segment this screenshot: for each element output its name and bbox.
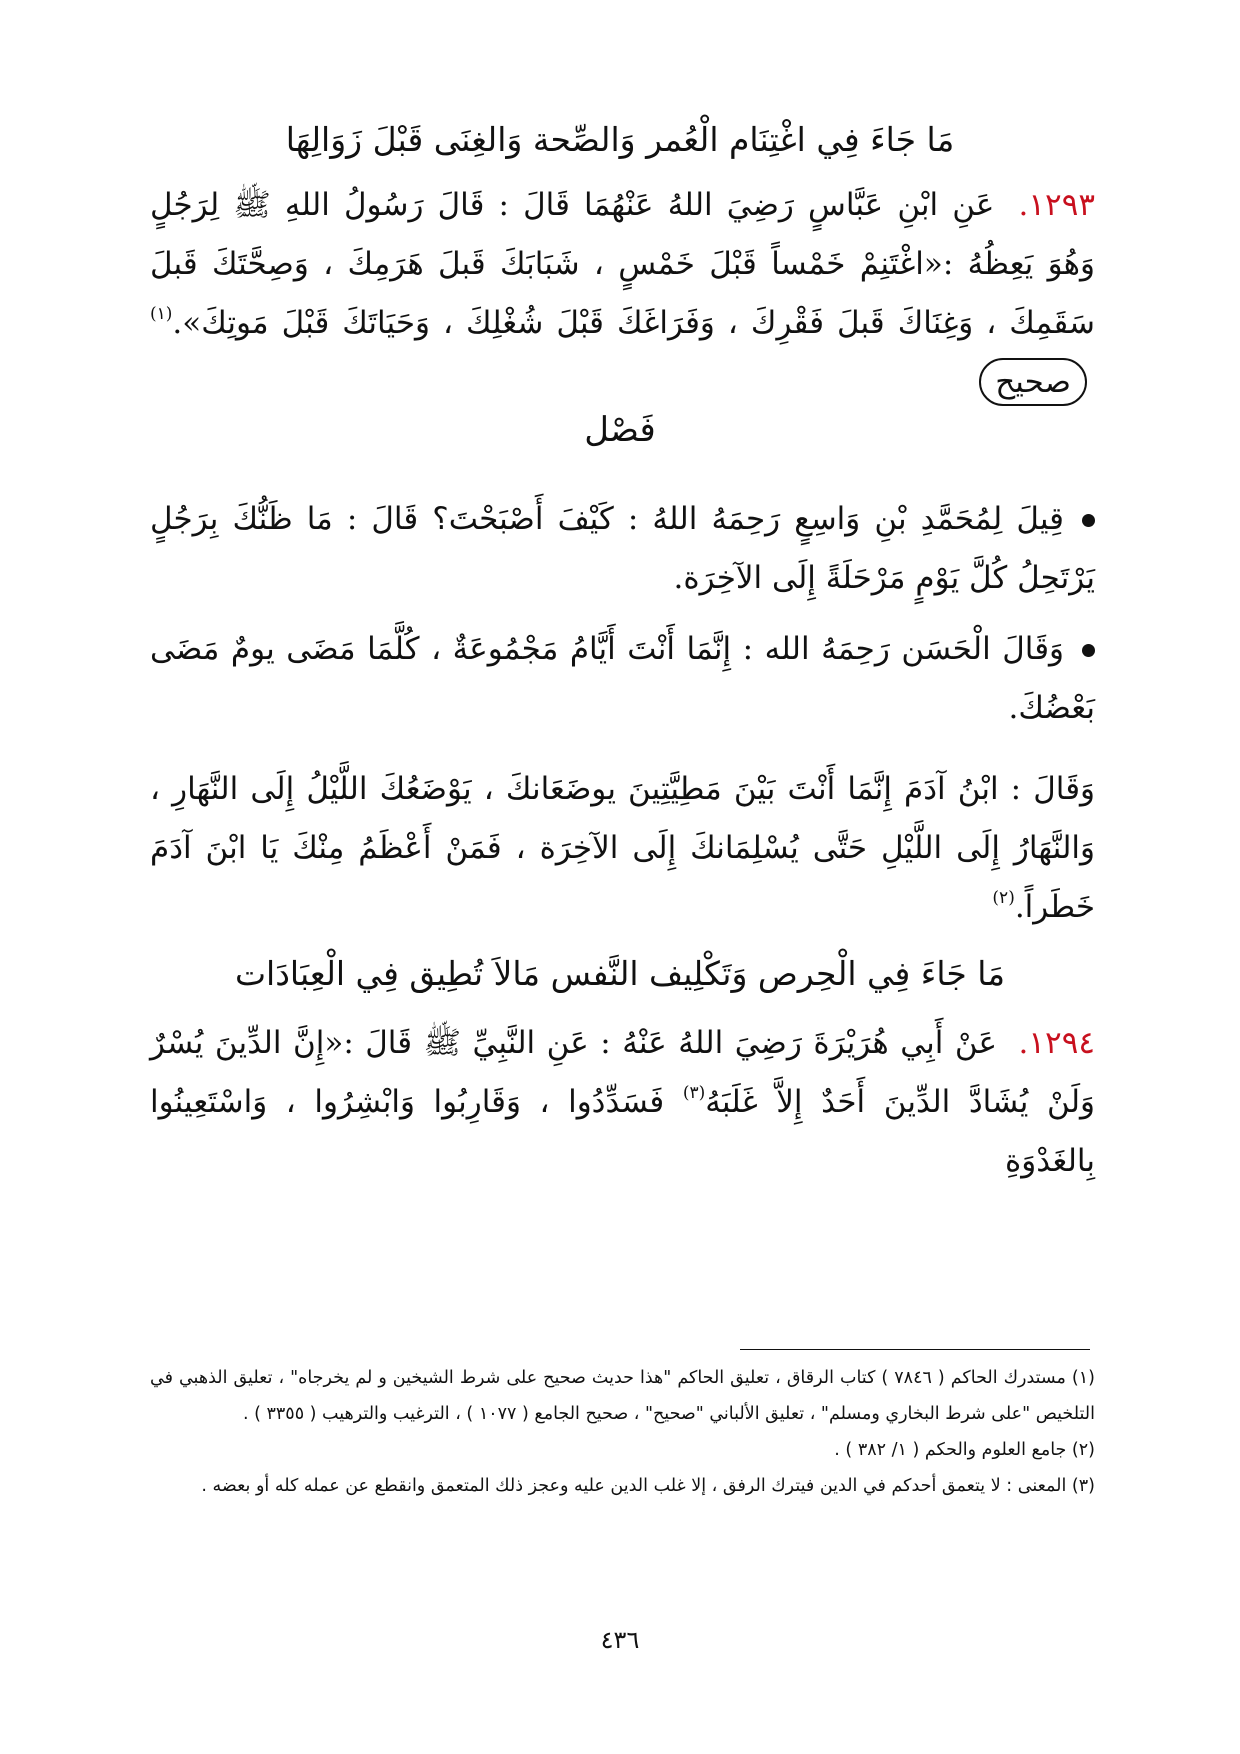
footnote-ref-3[interactable]: (٣) [682,1083,706,1103]
footnote-3: (٣) المعنى : لا يتعمق أحدكم في الدين فيترك الرفق ، إلا غلب الدين عليه وعجز ذلك المتعمق وانقطع عن عمله كله أو بعضه . [201,1476,1095,1496]
footnote-1: (١) مستدرك الحاكم ( ٧٨٤٦ ) كتاب الرقاق ، تعليق الحاكم "هذا حديث صحيح على شرط الشيخين و لم يخرجاه" ، تعليق الذهبي في التلخيص "على شرط البخاري ومسلم" ، تعليق الألباني "صحيح" ، صحيح الجامع ( ١٠٧٧ ) ، الترغيب والترهيب ( ٣٣٥٥ ) . [150,1368,1095,1424]
bullet-text: وَقَالَ الْحَسَن رَحِمَهُ الله : إِنَّمَا أَنْتَ أَيَّامُ مَجْمُوعَةٌ ، كُلَّمَا مَضَى يومٌ مَضَى بَعْضُكَ. [150,631,1095,726]
bullet-item-1 [150,490,1095,608]
bullet-icon [1082,644,1095,657]
section-title: فَصْل [584,410,656,450]
footnote-separator [740,1349,1090,1350]
footnotes [150,1360,1095,1504]
hadith-1293 [150,176,1095,412]
hadith-text: عَنِ ابْنِ عَبَّاسٍ رَضِيَ اللهُ عَنْهُمَا قَالَ : قَالَ رَسُولُ اللهِ ﷺ لِرَجُلٍ وَهُوَ يَعِظُهُ :«اغْتَنِمْ خَمْساً قَبْلَ خَمْسٍ ، شَبَابَكَ قَبلَ هَرَمِكَ ، وَصِحَّتَكَ قَبلَ سَقَمِكَ ، وَغِنَاكَ قَبلَ فَقْرِكَ ، وَفَرَاغَكَ قَبْلَ شُغْلِكَ ، وَحَيَاتَكَ قَبْلَ مَوتِكَ». [150,187,1095,341]
bullet-text: قِيلَ لِمُحَمَّدِ بْنِ وَاسِعٍ رَحِمَهُ اللهُ : كَيْفَ أَصْبَحْتَ؟ قَالَ : مَا ظَنُّكَ بِرَجُلٍ يَرْتَحِلُ كُلَّ يَوْمٍ مَرْحَلَةً إِلَى الآخِرَة. [150,501,1095,596]
footnote-ref-1[interactable]: (١) [150,304,173,324]
bullet-icon [1082,514,1095,527]
hadith-number: ١٢٩٤. [1018,1025,1095,1061]
paragraph [150,760,1095,937]
bullet-item-2 [150,620,1095,738]
chapter-heading-2: مَا جَاءَ فِي الْحِرص وَتَكْلِيف النَّفس مَالاَ تُطِيق فِي الْعِبَادَات [234,954,1005,993]
hadith-1294 [150,1014,1095,1191]
hadith-number: ١٢٩٣. [1018,187,1095,223]
paragraph-text: وَقَالَ : ابْنُ آدَمَ إِنَّمَا أَنْتَ بَيْنَ مَطِيَّتِينَ يوضَعَانكَ ، يَوْضَعُكَ اللَّيْلُ إِلَى النَّهَارِ ، وَالنَّهَارُ إِلَى اللَّيْلِ حَتَّى يُسْلِمَانكَ إِلَى الآخِرَة ، فَمَنْ أَعْظَمُ مِنْكَ يَا ابْنَ آدَمَ خَطَراً. [150,771,1095,925]
grade-badge: صحيح [979,358,1087,406]
hadith-text-continued: فَسَدِّدُوا ، وَقَارِبُوا وَابْشِرُوا ، وَاسْتَعِينُوا بِالغَدْوَةِ [150,1084,1095,1179]
hadith-text: عَنْ أَبِي هُرَيْرَةَ رَضِيَ اللهُ عَنْهُ : عَنِ النَّبِيِّ ﷺ قَالَ :«إِنَّ الدِّينَ يُسْرٌ وَلَنْ يُشَادَّ الدِّينَ أَحَدٌ إِلاَّ غَلَبَهُ [150,1025,1095,1120]
footnote-ref-2[interactable]: (٢) [992,888,1015,908]
footnote-2: (٢) جامع العلوم والحكم ( ١/ ٣٨٢ ) . [834,1440,1095,1460]
chapter-heading-1: مَا جَاءَ فِي اغْتِنَام الْعُمر وَالصِّحة وَالغِنَى قَبْلَ زَوَالِهَا [285,120,955,159]
page-number: ٤٣٦ [600,1626,640,1654]
